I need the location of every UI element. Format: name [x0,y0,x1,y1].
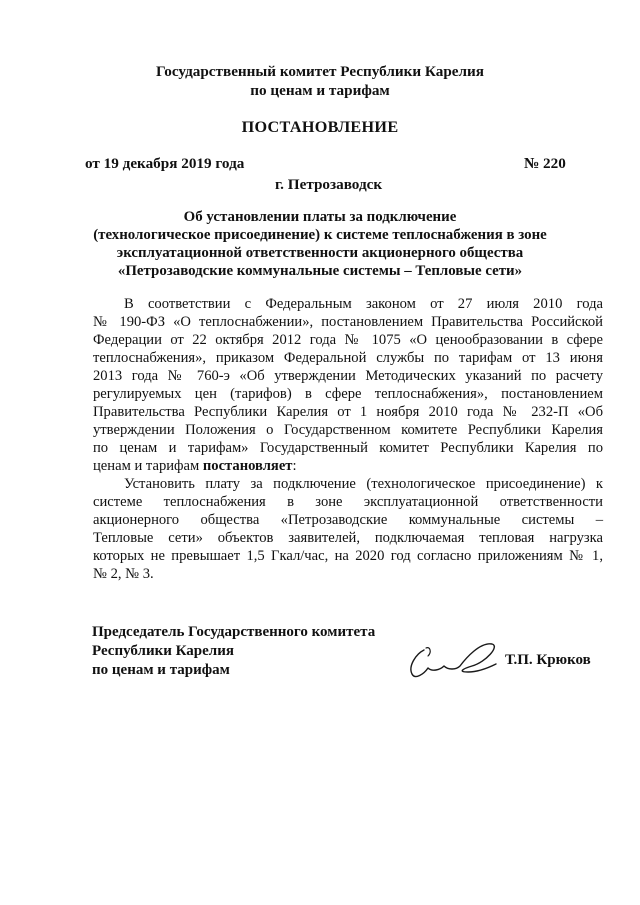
signatory-title-line-1: Председатель Государственного комитета [92,624,376,640]
subject-line-1: Об установлении платы за подключение [183,209,457,225]
subject-line-4: «Петрозаводские коммунальные системы – Тепловые сети» [117,263,523,279]
subject-line-3: эксплуатационной ответственности акционерного общества [116,245,524,261]
body-p1-line-5: 2013 года № 760-э «Об утверждении Методических указаний по расчету [93,368,603,384]
body-p2-line-4: Тепловые сети» объектов заявителей, подключаемая тепловая нагрузка [93,530,603,546]
document-number: № 220 [524,155,566,172]
body-p1-line-7: Правительства Республики Карелия от 1 ноября 2010 года № 232-П «Об [93,404,603,420]
body-p1-line-3: Федерации от 22 октября 2012 года № 1075 «О ценообразовании в сфере [93,332,603,348]
document-title: ПОСТАНОВЛЕНИЕ [241,118,399,136]
header-line-2: по ценам и тарифам [250,82,390,99]
body-p1-line-8: утверждении Положения о Государственном комитете Республики Карелия [93,422,603,438]
body-p2-line-3: акционерного общества «Петрозаводские коммунальные системы – [93,512,603,528]
signatory-title-line-3: по ценам и тарифам [92,662,230,678]
body-p1-line-6: регулируемых цен (тарифов) в сфере теплоснабжения», постановлением [93,386,603,402]
body-p1-line-4: теплоснабжения», приказом Федеральной службы по тарифам от 13 июня [93,350,603,366]
body-p1-last-colon: : [292,458,297,474]
body-p1-line-2: № 190-ФЗ «О теплоснабжении», постановлением Правительства Российской [93,314,603,330]
body-p1-decree-word: постановляет [202,458,293,474]
document-date: от 19 декабря 2019 года [85,155,245,172]
signatory-name: Т.П. Крюков [505,652,591,668]
body-p2-line-2: системе теплоснабжения в зоне эксплуатационной ответственности [93,494,603,510]
body-p2-line-5: которых не превышает 1,5 Гкал/час, на 2020 год согласно приложениям № 1, [93,548,603,564]
signatory-title-line-2: Республики Карелия [92,643,234,659]
body-p1-line-10 [93,458,603,475]
handwritten-signature-image [402,636,502,684]
body-p1-line-9: по ценам и тарифам» Государственный комитет Республики Карелия по [93,440,603,456]
body-p1-last-plain: ценам и тарифам [93,458,203,474]
body-p2-line-6: № 2, № 3. [93,566,154,582]
body-p2-line-1: Установить плату за подключение (технологическое присоединение) к [124,476,603,492]
document-city: г. Петрозаводск [275,176,383,193]
subject-line-2: (технологическое присоединение) к системе теплоснабжения в зоне [93,227,547,243]
header-line-1: Государственный комитет Республики Карелия [155,63,485,80]
body-p1-line-1: В соответствии с Федеральным законом от 27 июля 2010 года [124,296,603,312]
